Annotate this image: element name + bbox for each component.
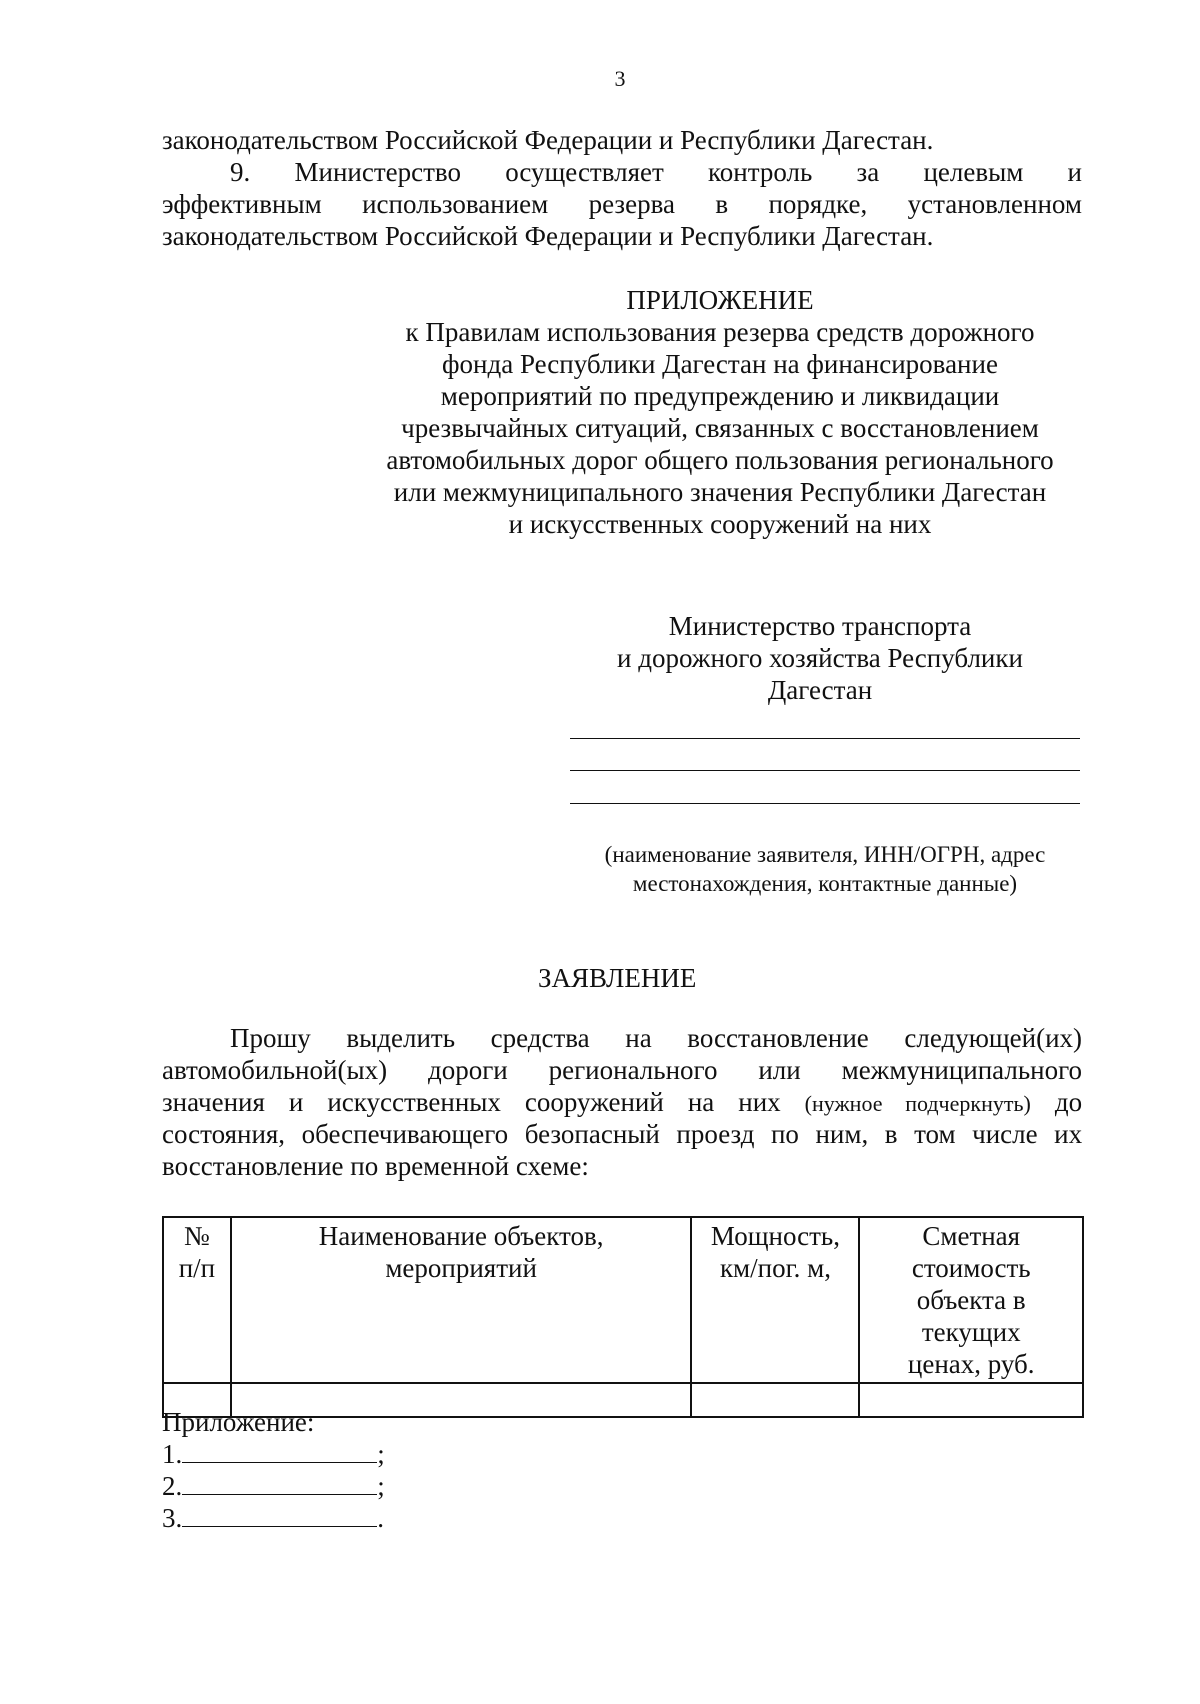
word: регионального	[548, 1055, 718, 1085]
header-text: п/п	[178, 1253, 216, 1283]
word: их	[1054, 1119, 1083, 1149]
word: резерва	[588, 189, 675, 219]
word: по	[770, 1119, 799, 1149]
appendix-line: мероприятий по предупреждению и ликвидации	[440, 381, 1000, 411]
word: сооружений	[524, 1087, 664, 1117]
word: автомобильной(ых)	[162, 1055, 388, 1085]
word: следующей(их)	[904, 1023, 1083, 1053]
attachment-number: 1.	[162, 1439, 183, 1469]
word: установленном	[907, 189, 1082, 219]
item-9-line-3: законодательством Российской Федерации и Республики Дагестан.	[162, 221, 934, 251]
word: выделить	[346, 1023, 456, 1053]
page-number: 3	[614, 66, 626, 91]
caption-line: (наименование заявителя, ИНН/ОГРН, адрес	[604, 842, 1046, 867]
applicant-caption	[570, 840, 1080, 898]
objects-table	[162, 1216, 1084, 1418]
attachment-item	[162, 1438, 385, 1470]
table-cell-empty[interactable]	[859, 1383, 1083, 1417]
attachments-list	[162, 1438, 385, 1534]
appendix-title: ПРИЛОЖЕНИЕ	[626, 285, 814, 315]
item-9-line-2	[162, 188, 1082, 220]
attachment-number: 3.	[162, 1503, 183, 1533]
header-cell-number	[163, 1217, 231, 1383]
word: 9.	[230, 157, 251, 187]
statement-line-5: восстановление по временной схеме:	[162, 1151, 589, 1181]
header-text: км/пог. м,	[719, 1253, 831, 1283]
caption-line: местонахождения, контактные данные)	[632, 871, 1018, 896]
statement-line-1	[230, 1022, 1082, 1054]
table-header-row	[163, 1217, 1083, 1383]
header-cell-name	[231, 1217, 692, 1383]
word: них	[738, 1087, 781, 1117]
header-text: объекта в текущих	[916, 1285, 1026, 1347]
word: межмуниципального	[841, 1055, 1083, 1085]
word: ним,	[815, 1119, 869, 1149]
attachment-item	[162, 1502, 385, 1534]
attachment-item	[162, 1470, 385, 1502]
header-text: Мощность,	[710, 1221, 840, 1251]
word: на	[687, 1087, 715, 1117]
word: контроль	[708, 157, 813, 187]
word: искусственных	[327, 1087, 501, 1117]
word: дороги	[427, 1055, 508, 1085]
statement-line-3	[162, 1086, 1082, 1120]
attachments-title: Приложение:	[162, 1407, 315, 1437]
word: средства	[490, 1023, 590, 1053]
word: и	[1067, 157, 1082, 187]
word: в	[715, 189, 729, 219]
applicant-blank-line-1[interactable]	[570, 738, 1080, 739]
item-9-line-1	[230, 156, 1082, 188]
header-cell-capacity	[691, 1217, 859, 1383]
word: состояния,	[162, 1119, 286, 1149]
header-text: мероприятий	[385, 1253, 537, 1283]
recipient-line: Дагестан	[767, 675, 873, 705]
header-text: Наименование объектов,	[318, 1221, 604, 1251]
applicant-blank-line-2[interactable]	[570, 770, 1080, 771]
header-text: №	[184, 1221, 210, 1251]
attachment-number: 2.	[162, 1471, 183, 1501]
word: эффективным	[162, 189, 322, 219]
attachment-punct: ;	[377, 1471, 385, 1501]
statement-title: ЗАЯВЛЕНИЕ	[538, 963, 697, 993]
word: в	[884, 1119, 898, 1149]
attachment-blank[interactable]	[182, 1438, 377, 1463]
attachment-blank[interactable]	[182, 1470, 377, 1495]
word: числе	[972, 1119, 1038, 1149]
header-text: ценах, руб.	[907, 1349, 1035, 1379]
appendix-line: фонда Республики Дагестан на финансирование	[442, 349, 998, 379]
recipient-line: и дорожного хозяйства Республики	[617, 643, 1023, 673]
word: значения	[162, 1087, 265, 1117]
word: на	[625, 1023, 652, 1053]
appendix-line: чрезвычайных ситуаций, связанных с восстановлением	[401, 413, 1039, 443]
attachment-blank[interactable]	[182, 1502, 377, 1527]
word: том	[914, 1119, 956, 1149]
word: и	[288, 1087, 304, 1117]
table-cell-empty[interactable]	[691, 1383, 859, 1417]
applicant-blank-line-3[interactable]	[570, 803, 1080, 804]
statement-line-2	[162, 1054, 1082, 1086]
appendix-line: автомобильных дорог общего пользования регионального	[386, 445, 1054, 475]
word: целевым	[923, 157, 1024, 187]
word: Прошу	[230, 1023, 311, 1053]
word: за	[856, 157, 880, 187]
attachment-punct: .	[377, 1503, 384, 1533]
body-line-1: законодательством Российской Федерации и Республики Дагестан.	[162, 125, 934, 155]
word: порядке,	[768, 189, 868, 219]
appendix-line: и искусственных сооружений на них	[508, 509, 932, 539]
word: использованием	[362, 189, 549, 219]
word: или	[758, 1055, 801, 1085]
header-cell-cost	[859, 1217, 1083, 1383]
appendix-description	[360, 316, 1080, 540]
word: Министерство	[294, 157, 461, 187]
word: проезд	[676, 1119, 755, 1149]
recipient-line: Министерство транспорта	[668, 611, 972, 641]
word: осуществляет	[505, 157, 664, 187]
underline-note: (нужное подчеркнуть)	[804, 1091, 1031, 1116]
appendix-line: или межмуниципального значения Республики Дагестан	[393, 477, 1047, 507]
attachment-punct: ;	[377, 1439, 385, 1469]
word: до	[1054, 1087, 1083, 1117]
statement-line-4	[162, 1118, 1082, 1150]
word: безопасный	[524, 1119, 660, 1149]
header-text: Сметная стоимость	[911, 1221, 1031, 1283]
word: обеспечивающего	[301, 1119, 509, 1149]
word: восстановление	[687, 1023, 869, 1053]
appendix-line: к Правилам использования резерва средств дорожного	[405, 317, 1035, 347]
recipient-block	[560, 610, 1080, 706]
